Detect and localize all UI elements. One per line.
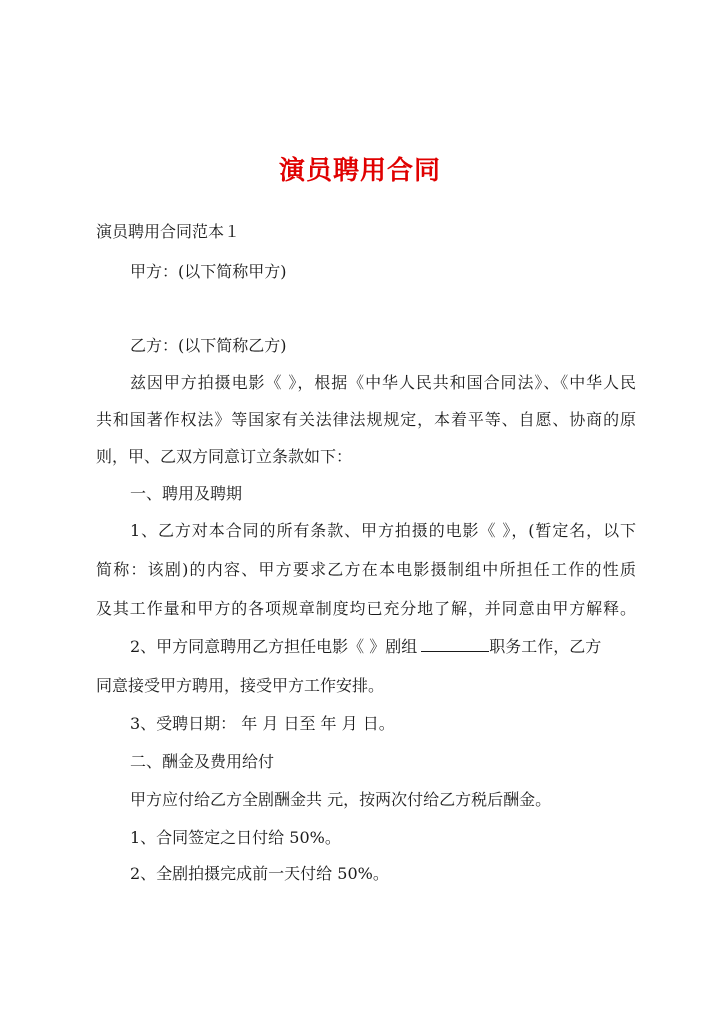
subtitle-template: 演员聘用合同范本１ xyxy=(96,222,241,241)
payment-item-2: 2、全剧拍摄完成前一天付给 50%。 xyxy=(130,864,389,883)
section-1-heading: 一、聘用及聘期 xyxy=(130,484,243,503)
clause-2-text-b: 职务工作，乙方 xyxy=(489,637,602,656)
section-2-heading: 二、酬金及费用给付 xyxy=(130,752,275,771)
clause-2-line-1 xyxy=(130,637,636,657)
party-a-line: 甲方：(以下简称甲方) xyxy=(130,262,287,281)
clause-2-line-2: 同意接受甲方聘用，接受甲方工作安排。 xyxy=(96,676,385,695)
payment-line: 甲方应付给乙方全剧酬金共 元，按两次付给乙方税后酬金。 xyxy=(130,790,552,809)
payment-item-1: 1、合同签定之日付给 50%。 xyxy=(130,828,341,847)
party-b-line: 乙方：(以下简称乙方) xyxy=(130,336,287,355)
clause-3-line: 3、受聘日期： 年 月 日至 年 月 日。 xyxy=(130,714,395,733)
clause-1-line-2: 简称：该剧)的内容、甲方要求乙方在本电影摄制组中所担任工作的性质 xyxy=(96,560,636,579)
clause-2-text-a: 2、甲方同意聘用乙方担任电影《 》剧组 xyxy=(130,637,418,656)
preamble-line-1: 兹因甲方拍摄电影《 》，根据《中华人民共和国合同法》、《中华人民 xyxy=(130,373,636,392)
clause-1-line-3: 及其工作量和甲方的各项规章制度均已充分地了解，并同意由甲方解释。 xyxy=(96,599,636,618)
position-blank xyxy=(421,637,489,652)
preamble-line-3: 则，甲、乙双方同意订立条款如下： xyxy=(96,447,353,466)
document-title: 演员聘用合同 xyxy=(278,156,441,186)
preamble-line-2: 共和国著作权法》等国家有关法律法规规定，本着平等、自愿、协商的原 xyxy=(96,410,636,429)
clause-1-line-1: 1、乙方对本合同的所有条款、甲方拍摄的电影《 》，(暂定名，以下 xyxy=(130,521,636,540)
